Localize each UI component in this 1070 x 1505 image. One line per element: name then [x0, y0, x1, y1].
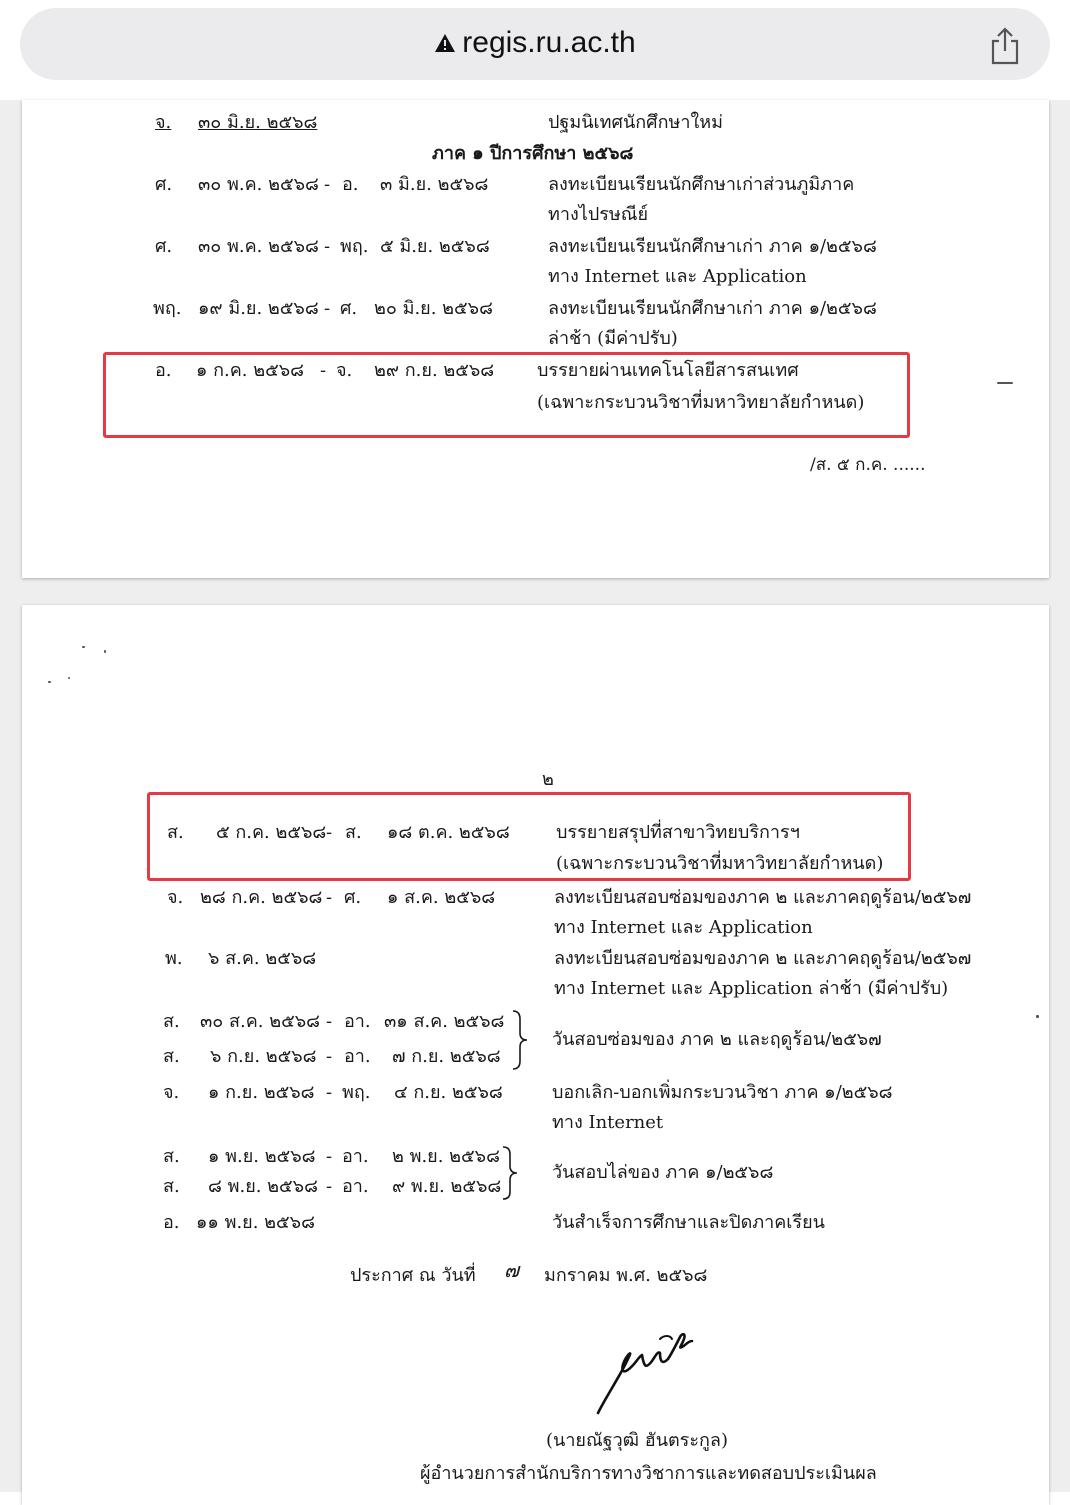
signer-name: (นายณัฐวุฒิ ฮันตระกูล): [546, 1430, 728, 1451]
p2-row3-date1: ๖ ส.ค. ๒๕๖๘: [208, 948, 317, 969]
p2-row1-line1: บรรยายสรุปที่สาขาวิทยบริการฯ: [556, 822, 800, 843]
p2-row1-dash: -: [326, 822, 333, 843]
end-day1: อ.: [163, 1212, 180, 1233]
row1-date2: ๓ มิ.ย. ๒๕๖๘: [380, 174, 489, 195]
row2-date2: ๕ มิ.ย. ๒๕๖๘: [380, 236, 490, 257]
row1-dash: -: [324, 174, 331, 195]
end-line1: วันสำเร็จการศึกษาและปิดภาคเรียน: [552, 1212, 825, 1233]
row4-date1: ๑ ก.ค. ๒๕๖๘: [196, 360, 305, 381]
drop-date1: ๑ ก.ย. ๒๕๖๘: [208, 1082, 315, 1103]
scan-mark: [48, 681, 51, 683]
row4-day2: จ.: [336, 360, 353, 381]
g1b-day2: อา.: [344, 1046, 371, 1067]
g2a-date2: ๒ พ.ย. ๒๕๖๘: [392, 1146, 500, 1167]
signature-icon: [588, 1327, 708, 1417]
row3-date2: ๒๐ มิ.ย. ๒๕๖๘: [374, 298, 493, 319]
g1a-date2: ๓๑ ส.ค. ๒๕๖๘: [384, 1011, 505, 1032]
row2-day1: ศ.: [155, 236, 173, 257]
share-icon[interactable]: [988, 26, 1022, 66]
page-number: ๒: [542, 769, 554, 790]
g1b-date1: ๖ ก.ย. ๒๕๖๘: [210, 1046, 317, 1067]
scan-mark: [104, 650, 106, 653]
signer-title: ผู้อำนวยการสำนักบริการทางวิชาการและทดสอบประเมินผล: [420, 1463, 877, 1484]
row4-line1: บรรยายผ่านเทคโนโลยีสารสนเทศ: [537, 360, 799, 381]
semester-heading: ภาค ๑ ปีการศึกษา ๒๕๖๘: [432, 143, 634, 164]
p2-row2-dash: -: [326, 887, 333, 908]
warning-triangle-icon: [434, 33, 456, 53]
pdf-viewer[interactable]: [0, 100, 1070, 1492]
p2-row3-line2: ทาง Internet และ Application ล่าช้า (มีค่าปรับ): [554, 978, 949, 999]
scan-mark: [82, 646, 85, 648]
g1b-day1: ส.: [163, 1046, 180, 1067]
g1a-day2: อา.: [344, 1011, 371, 1032]
g1b-dash: -: [326, 1046, 333, 1067]
url-text: regis.ru.ac.th: [462, 26, 636, 59]
p2-row3-line1: ลงทะเบียนสอบซ่อมของภาค ๒ และภาคฤดูร้อน/๒๕๖๗: [554, 948, 972, 969]
row2-line1: ลงทะเบียนเรียนนักศึกษาเก่า ภาค ๑/๒๕๖๘: [548, 236, 877, 257]
row3-line2: ล่าช้า (มีค่าปรับ): [548, 328, 678, 349]
g1a-date1: ๓๐ ส.ค. ๒๕๖๘: [200, 1011, 321, 1032]
g2a-dash: -: [326, 1146, 333, 1167]
p2-row2-line1: ลงทะเบียนสอบซ่อมของภาค ๒ และภาคฤดูร้อน/๒๕๖๗: [554, 887, 972, 908]
p2-row3-day1: พ.: [165, 948, 183, 969]
p2-row1-date1: ๕ ก.ค. ๒๕๖๘: [216, 822, 327, 843]
continuation-note: /ส. ๕ ก.ค. ......: [810, 455, 926, 475]
highlight-box-page1: [103, 352, 910, 438]
g2-desc: วันสอบไล่ของ ภาค ๑/๒๕๖๘: [552, 1162, 774, 1183]
p2-row1-date2: ๑๘ ต.ค. ๒๕๖๘: [387, 822, 510, 843]
g1a-day1: ส.: [163, 1011, 180, 1032]
highlight-box-page2: [147, 792, 911, 881]
p2-row2-day1: จ.: [167, 887, 184, 908]
row2-date1: ๓๐ พ.ค. ๒๕๖๘: [198, 236, 319, 257]
brace-icon: [500, 1145, 520, 1201]
g2b-date2: ๙ พ.ย. ๒๕๖๘: [392, 1176, 502, 1197]
row1-line1: ลงทะเบียนเรียนนักศึกษาเก่าส่วนภูมิภาค: [548, 174, 855, 195]
address-bar[interactable]: [20, 8, 1050, 80]
document-page-1: [22, 100, 1049, 578]
p2-row2-date1: ๒๘ ก.ค. ๒๕๖๘: [200, 887, 323, 908]
row3-day1: พฤ.: [153, 298, 182, 319]
g2b-date1: ๘ พ.ย. ๒๕๖๘: [208, 1176, 318, 1197]
g2b-day1: ส.: [163, 1176, 180, 1197]
row1-day2: อ.: [342, 174, 359, 195]
g1b-date2: ๗ ก.ย. ๒๕๖๘: [392, 1046, 501, 1067]
g1-desc: วันสอบซ่อมของ ภาค ๒ และฤดูร้อน/๒๕๖๗: [552, 1029, 882, 1050]
drop-date2: ๔ ก.ย. ๒๕๖๘: [394, 1082, 503, 1103]
g2b-dash: -: [326, 1176, 333, 1197]
url-display[interactable]: [20, 8, 1050, 80]
scan-mark: [1036, 1015, 1039, 1018]
drop-line1: บอกเลิก-บอกเพิ่มกระบวนวิชา ภาค ๑/๒๕๖๘: [552, 1082, 893, 1103]
p2-row2-date2: ๑ ส.ค. ๒๕๖๘: [387, 887, 496, 908]
announce-month-year: มกราคม พ.ศ. ๒๕๖๘: [544, 1265, 708, 1286]
drop-day2: พฤ.: [342, 1082, 371, 1103]
browser-top-bar: [0, 0, 1070, 100]
p2-row1-day2: ส.: [345, 822, 362, 843]
g2a-day2: อา.: [342, 1146, 369, 1167]
row0-date: ๓๐ มิ.ย. ๒๕๖๘: [198, 112, 318, 133]
p2-row1-line2: (เฉพาะกระบวนวิชาที่มหาวิทยาลัยกำหนด): [556, 853, 884, 874]
row4-day1: อ.: [155, 360, 172, 381]
p2-row2-day2: ศ.: [344, 887, 362, 908]
end-date1: ๑๑ พ.ย. ๒๕๖๘: [196, 1212, 315, 1233]
scan-mark: [997, 382, 1013, 384]
row0-desc: ปฐมนิเทศนักศึกษาใหม่: [548, 112, 723, 133]
drop-line2: ทาง Internet: [552, 1112, 664, 1133]
row1-date1: ๓๐ พ.ค. ๒๕๖๘: [198, 174, 319, 195]
p2-row1-day1: ส.: [167, 822, 184, 843]
row1-line2: ทางไปรษณีย์: [548, 204, 649, 225]
g2b-day2: อา.: [342, 1176, 369, 1197]
row2-line2: ทาง Internet และ Application: [548, 266, 807, 287]
row2-dash: -: [324, 236, 331, 257]
g2a-day1: ส.: [163, 1146, 180, 1167]
row1-day1: ศ.: [155, 174, 173, 195]
row0-day: จ.: [155, 112, 172, 133]
brace-icon: [510, 1009, 530, 1071]
scan-mark: [68, 677, 70, 679]
g1a-dash: -: [326, 1011, 333, 1032]
document-page-2: [22, 605, 1049, 1505]
row2-day2: พฤ.: [340, 236, 369, 257]
drop-dash: -: [326, 1082, 333, 1103]
row3-line1: ลงทะเบียนเรียนนักศึกษาเก่า ภาค ๑/๒๕๖๘: [548, 298, 877, 319]
row3-day2: ศ.: [340, 298, 358, 319]
announce-prefix: ประกาศ ณ วันที่: [350, 1265, 476, 1286]
drop-day1: จ.: [163, 1082, 180, 1103]
row4-line2: (เฉพาะกระบวนวิชาที่มหาวิทยาลัยกำหนด): [537, 392, 865, 413]
p2-row2-line2: ทาง Internet และ Application: [554, 917, 813, 938]
row3-date1: ๑๙ มิ.ย. ๒๕๖๘: [198, 298, 319, 319]
row4-dash: -: [320, 360, 327, 381]
g2a-date1: ๑ พ.ย. ๒๕๖๘: [208, 1146, 316, 1167]
row3-dash: -: [324, 298, 331, 319]
row4-date2: ๒๙ ก.ย. ๒๕๖๘: [374, 360, 495, 381]
announce-day: ๗: [504, 1258, 520, 1282]
